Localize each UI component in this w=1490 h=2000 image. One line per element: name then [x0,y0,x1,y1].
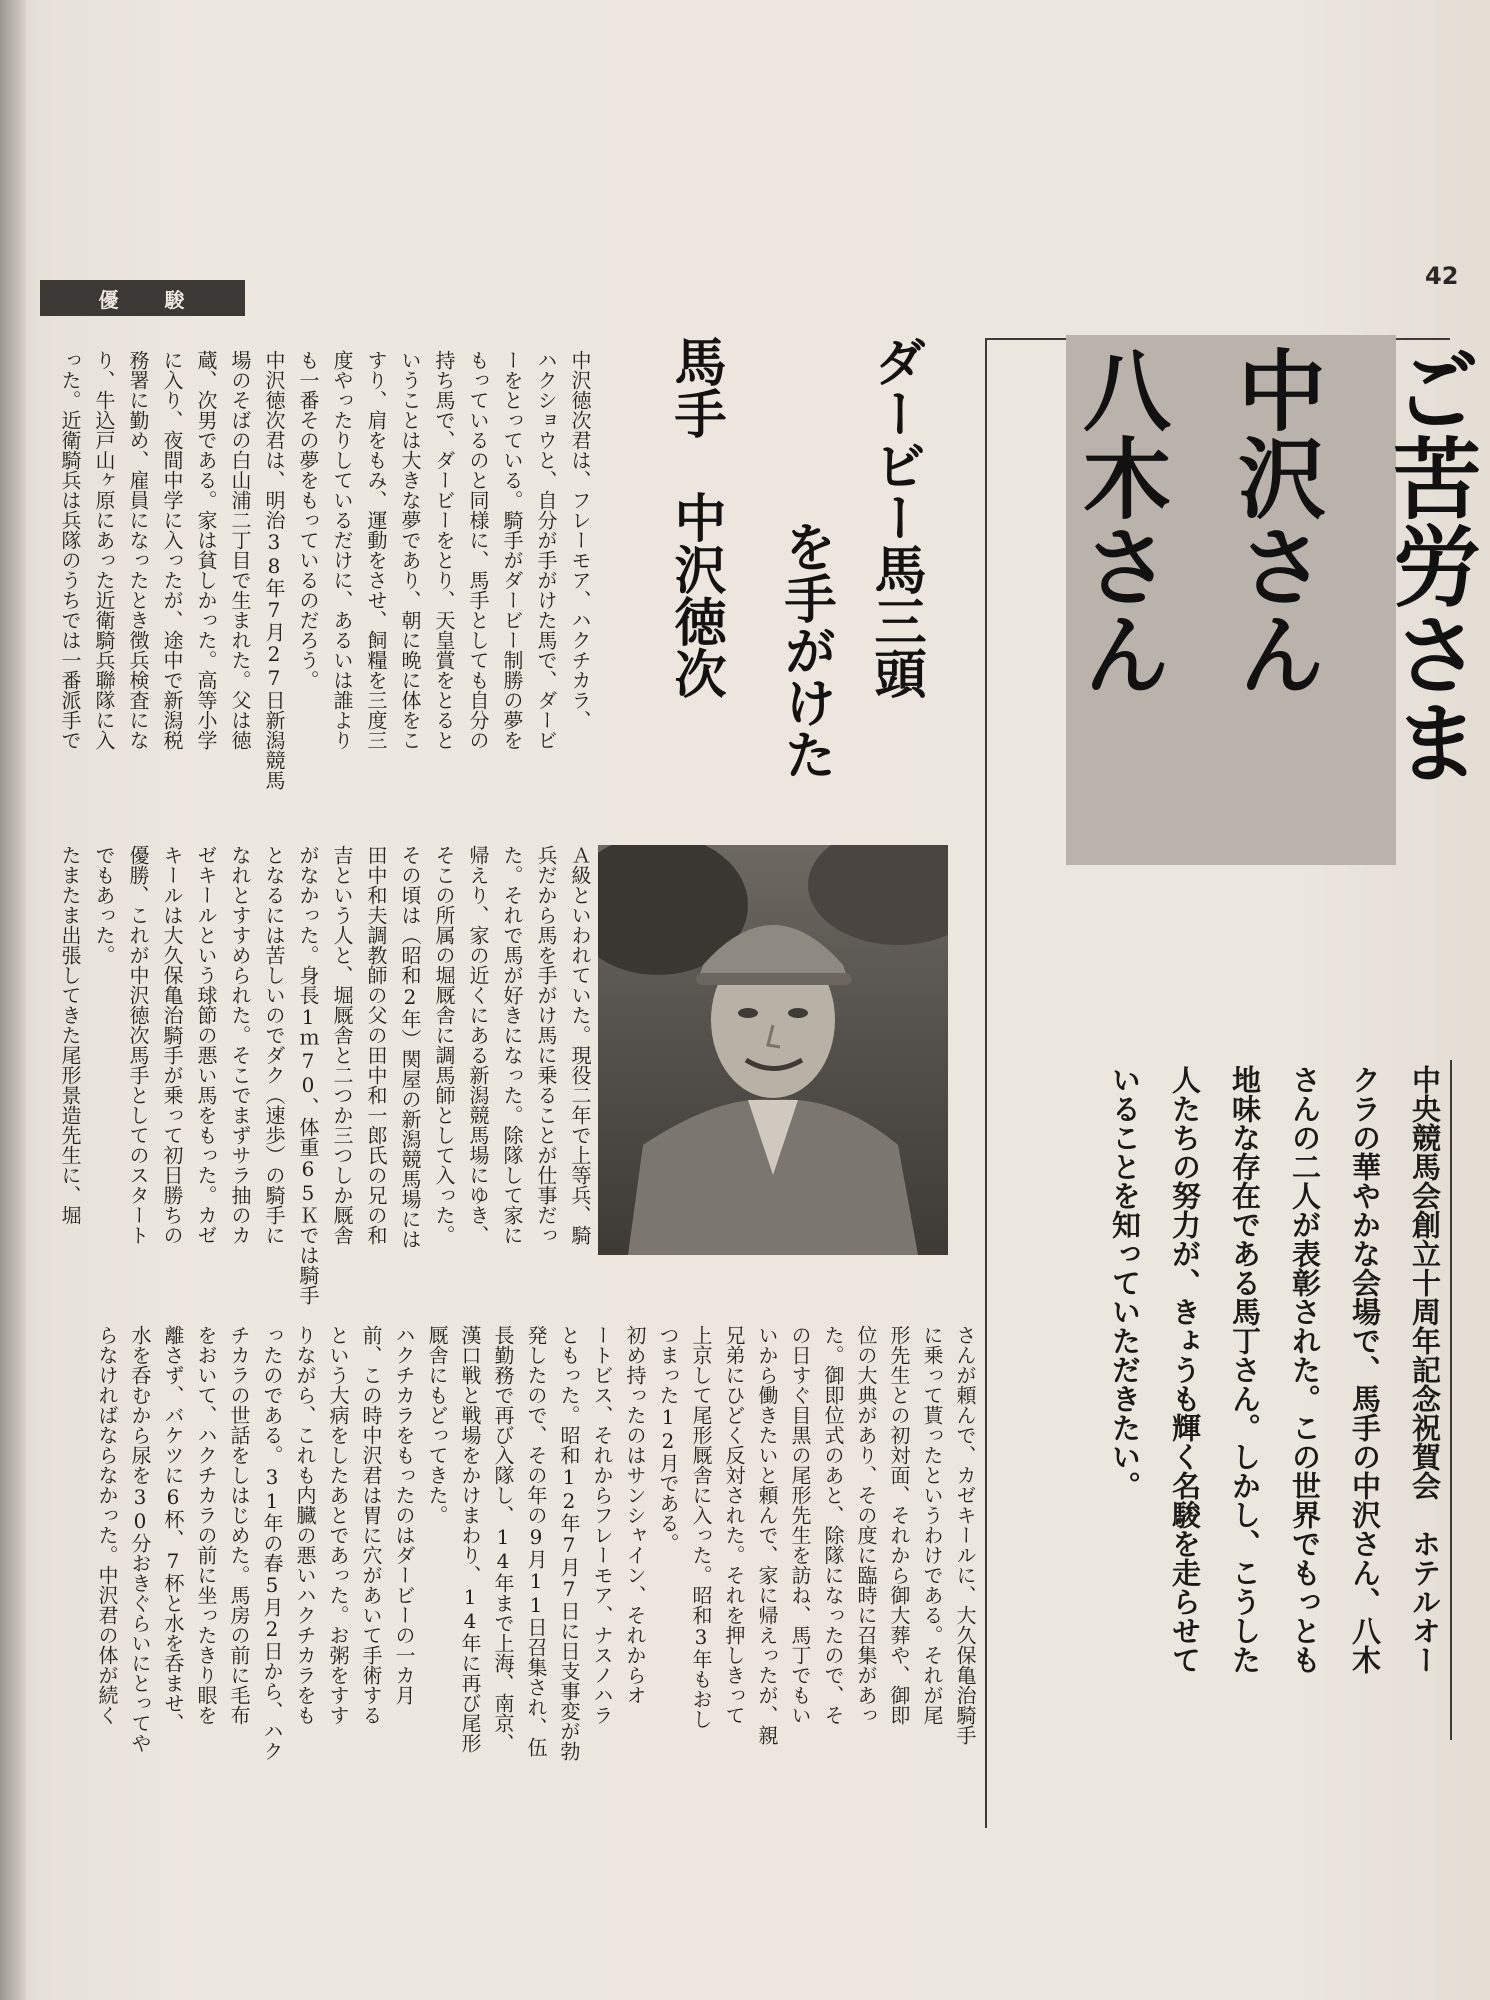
body-lower-line: ハクチカラをもったのはダービーの一カ月 [392,1325,416,1705]
body-lower-line: 上京して尾形厩舎に入った。昭和3年もおし [689,1325,713,1729]
body-upper-line: った。近衛騎兵は兵隊のうちでは一番派手で [58,350,82,750]
body-middle-line: ゼキールという球節の悪い馬をもった。カゼ [194,845,218,1245]
body-middle-line: となるには苦しいのでダク（速歩）の騎手に [262,845,286,1245]
article-title-line-1: ダービー馬三頭 [865,335,925,699]
body-lower-line: 水を呑むから尿を30分おきぐらいにとってや [128,1325,152,1753]
lead-line-6: いることを知っていただきたい。 [1108,1065,1142,1500]
body-upper-line: 務署に勤め、雇員になったとき徴兵検査にな [126,350,150,750]
article-title-line-2: を手がけた [775,520,835,780]
body-lower-line: に乗って貰ったというわけである。それが尾 [920,1325,944,1725]
lead-line-2: クラの華やかな会場で、馬手の中沢さん、八木 [1348,1065,1382,1674]
body-upper-line: いうことは大きな夢であり、朝に晩に体をこ [398,350,422,750]
body-middle-line: た。それで馬が好きになった。除隊して家に [500,845,524,1245]
body-middle-line: その頃は（昭和2年）関屋の新潟競馬場には [398,845,422,1249]
body-lower-line: ートビス、それからフレーモア、ナスノハラ [590,1325,614,1725]
body-upper-line: ハクショウと、自分が手がけた馬で、ダービ [534,350,558,750]
body-middle-line: でもあった。 [92,845,116,965]
page-number: 42 [1425,262,1459,290]
body-upper-line: 度やったりしているだけに、あるいは誰より [330,350,354,750]
body-lower-line: りながら、これも内臓の悪いハクチカラをも [293,1325,317,1725]
body-lower-line: ともった。昭和12年7月7日に日支事変が勃 [557,1325,581,1761]
body-middle-line: Ａ級といわれていた。現役二年で上等兵、騎 [568,845,592,1245]
lead-line-1: 中央競馬会創立十周年記念祝賀会 ホテルオー [1408,1065,1442,1674]
body-upper-line: 中沢徳次君は、明治38年7月27日新潟競馬 [262,350,286,790]
body-lower-line: 厩舎にもどってきた。 [425,1325,449,1525]
portrait-photo [598,845,948,1255]
body-upper-line: 中沢徳次君は、フレーモア、ハクチカラ、 [568,350,592,730]
body-lower-line: た。御即位式のあと、除隊になったので、そ [821,1325,845,1725]
column-divider [985,338,987,1828]
body-upper-line: 持ち馬で、ダービーをとり、天皇賞をとると [432,350,456,750]
body-middle-line: 吉という人と、堀厩舎と二つか三つしか厩舎 [330,845,354,1245]
body-middle-line: たまたま出張してきた尾形景造先生に、堀 [58,845,82,1225]
body-upper-line: もっているのと同様に、馬手としても自分の [466,350,490,750]
lead-line-5: 人たちの努力が、きょうも輝く名駿を走らせて [1168,1065,1202,1674]
body-lower-line: いから働きたいと頼んで、家に帰えったが、親 [755,1325,779,1745]
body-lower-line: 位の大典があり、その度に臨時に召集があっ [854,1325,878,1725]
body-middle-line: がなかった。身長1ｍ70、体重65Ｋでは騎手 [296,845,320,1305]
body-upper-line: すり、肩をもみ、運動をさせ、飼糧を三度三 [364,350,388,750]
body-middle-line: 田中和夫調教師の父の田中和一郎氏の兄の和 [364,845,388,1245]
section-label: 優 駿 [40,280,245,316]
body-lower-line: ったのである。31年の春5月2日から、ハク [260,1325,284,1761]
portrait-photo-icon [598,845,948,1255]
body-lower-line: 初め持ったのはサンシャイン、それからオ [623,1325,647,1705]
body-lower-line: つまった12月である。 [656,1325,680,1553]
lead-line-4: 地味な存在である馬丁さん。しかし、こうした [1228,1065,1262,1674]
headline-line-2: 中沢さん [1224,345,1327,697]
body-middle-line: 帰えり、家の近くにある新潟競馬場にゆき、 [466,845,490,1245]
headline-line-3: 八木さん [1069,345,1172,697]
body-lower-line: 漢口戦と戦場をかけまわり、14年に再び尾形 [458,1325,482,1753]
body-upper-line: 場のそばの白山浦二丁目で生まれた。父は徳 [228,350,252,750]
body-middle-line: 兵だから馬を手がけ馬に乗ることが仕事だっ [534,845,558,1245]
body-lower-line: 長勤務で再び入隊し、14年まで上海、南京、 [491,1325,515,1753]
body-middle-line: そこの所属の堀厩舎に調馬師として入った。 [432,845,456,1245]
body-middle-line: なれとすすめられた。そこでまずサラ抽のカ [228,845,252,1245]
body-lower-line: という大病をしたあとであった。お粥をすす [326,1325,350,1725]
body-lower-line: 発したので、その年の9月11日召集され、伍 [524,1325,548,1757]
body-lower-line: をおいて、ハクチカラの前に坐ったきり眼を [194,1325,218,1725]
body-upper-line: 蔵、次男である。家は貧しかった。高等小学 [194,350,218,750]
body-lower-line: の日すぐ目黒の尾形先生を訪ね、馬丁でもい [788,1325,812,1725]
headline-line-1: ご苦労さま [1379,345,1482,785]
body-lower-line: 前、この時中沢君は胃に穴があいて手術する [359,1325,383,1725]
body-lower-line: らなければならなかった。中沢君の体が続く [95,1325,119,1725]
body-upper-line: り、牛込戸山ヶ原にあった近衛騎兵聯隊に入 [92,350,116,750]
article-title-line-3: 馬手 中沢徳次 [665,335,725,699]
body-upper-line: も一番その夢をもっているのだろう。 [296,350,320,690]
body-lower-line: 兄弟にひどく反対された。それを押しきって [722,1325,746,1725]
body-lower-line: さんが頼んで、カゼキールに、大久保亀治騎手 [953,1325,977,1745]
body-lower-line: 形先生との初対面、それから御大葬や、御即 [887,1325,911,1725]
body-middle-line: キールは大久保亀治騎手が乗って初日勝ちの [160,845,184,1245]
body-lower-line: チカラの世話をしはじめた。馬房の前に毛布 [227,1325,251,1725]
body-lower-line: 離さず、バケツに6杯、7杯と水を呑ませ、 [161,1325,185,1733]
body-middle-line: 優勝、これが中沢徳次馬手としてのスタート [126,845,150,1245]
lead-line-3: さんの二人が表彰された。この世界でもっとも [1288,1065,1322,1674]
binding-shadow [0,0,26,2000]
body-upper-line: に入り、夜間中学に入ったが、途中で新潟税 [160,350,184,750]
body-upper-line: ーをとっている。騎手がダービー制勝の夢を [500,350,524,750]
